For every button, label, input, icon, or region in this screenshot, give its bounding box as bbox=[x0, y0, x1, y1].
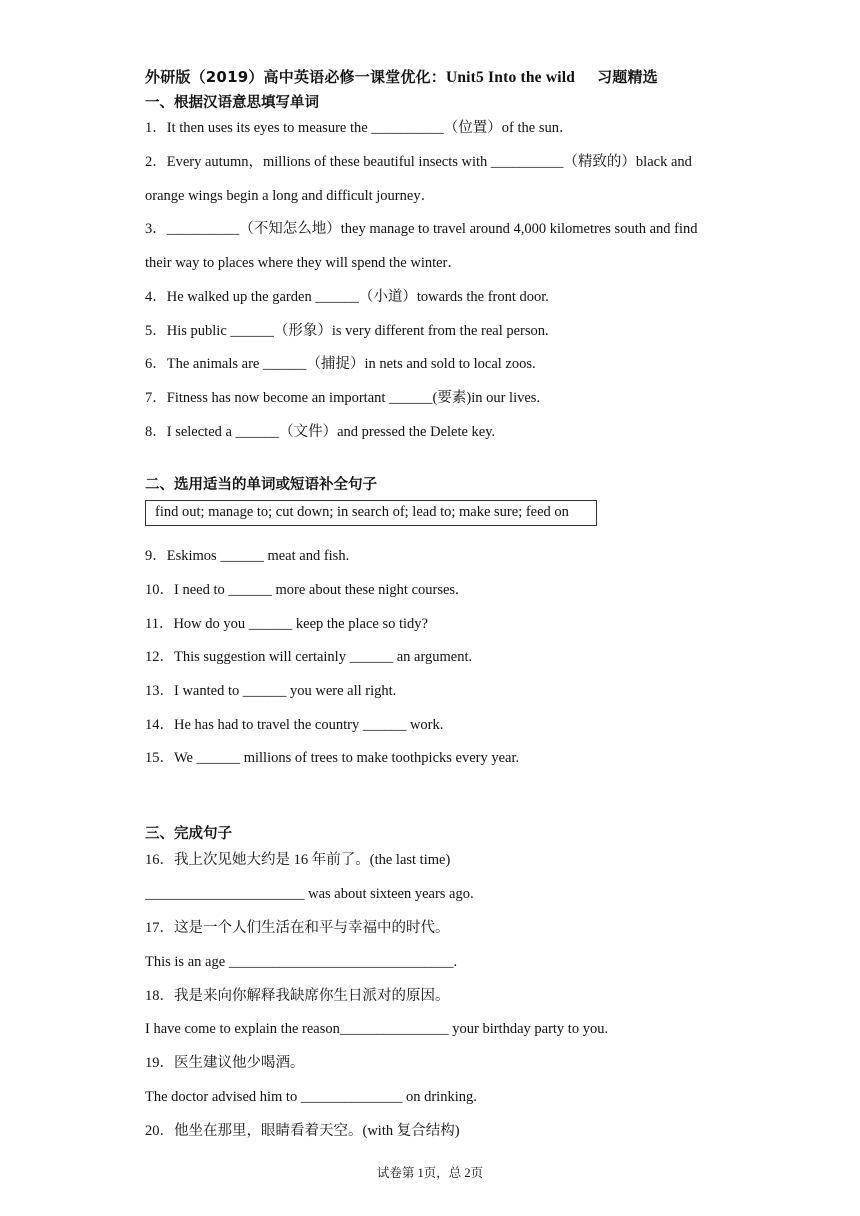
title-prefix: 外研版（2019）高中英语必修一课堂优化： bbox=[145, 68, 446, 86]
question-14: 14．He has had to travel the country ______ work. bbox=[145, 717, 444, 733]
section-three-heading: 三、完成句子 bbox=[145, 826, 232, 842]
question-19: 19．医生建议他少喝酒。 bbox=[145, 1055, 305, 1071]
question-8: 8．I selected a ______（文件）and pressed the Delete key. bbox=[145, 424, 496, 440]
title-unit: Unit5 Into the wild bbox=[445, 69, 576, 86]
question-15: 15．We ______ millions of trees to make toothpicks every year. bbox=[145, 750, 520, 766]
section-one-heading: 一、根据汉语意思填写单词 bbox=[145, 95, 319, 111]
question-10: 10．I need to ______ more about these night courses. bbox=[145, 582, 459, 598]
answer-line-19: The doctor advised him to ______________ on drinking. bbox=[145, 1089, 477, 1105]
question-2: 2．Every autumn，millions of these beautiful insects with __________（精致的）black and bbox=[145, 154, 692, 170]
question-5: 5．His public ______（形象）is very different from the real person. bbox=[145, 323, 549, 339]
question-1: 1．It then uses its eyes to measure the __________（位置）of the sun． bbox=[145, 120, 574, 136]
question-3: 3．__________（不知怎么地）they manage to travel around 4,000 kilometres south and find bbox=[145, 221, 698, 237]
answer-line-17: This is an age _______________________________. bbox=[145, 954, 458, 970]
question-12: 12．This suggestion will certainly ______ an argument. bbox=[145, 649, 473, 665]
section-two-heading: 二、选用适当的单词或短语补全句子 bbox=[145, 477, 377, 493]
question-16: 16．我上次见她大约是 16 年前了。(the last time) bbox=[145, 852, 451, 868]
question-20: 20．他坐在那里，眼睛看着天空。(with 复合结构) bbox=[145, 1123, 460, 1139]
question-13: 13．I wanted to ______ you were all right. bbox=[145, 683, 397, 699]
question-7: 7．Fitness has now become an important ______(要素)in our lives. bbox=[145, 390, 541, 406]
page-footer: 试卷第 1页，总 2页 bbox=[376, 1166, 484, 1180]
page-title bbox=[145, 66, 658, 87]
word-bank-box: find out; manage to; cut down; in search of; lead to; make sure; feed on bbox=[145, 500, 597, 526]
question-18: 18．我是来向你解释我缺席你生日派对的原因。 bbox=[145, 988, 450, 1004]
question-4: 4．He walked up the garden ______（小道）towards the front door. bbox=[145, 289, 549, 305]
answer-line-16: ______________________ was about sixteen years ago. bbox=[145, 886, 474, 902]
title-suffix: 习题精选 bbox=[597, 68, 658, 86]
question-2-cont: orange wings begin a long and difficult journey． bbox=[145, 188, 436, 204]
question-11: 11．How do you ______ keep the place so tidy? bbox=[145, 616, 428, 632]
question-6: 6．The animals are ______（捕捉）in nets and sold to local zoos. bbox=[145, 356, 536, 372]
question-9: 9．Eskimos ______ meat and fish. bbox=[145, 548, 350, 564]
question-17: 17．这是一个人们生活在和平与幸福中的时代。 bbox=[145, 920, 450, 936]
answer-line-18: I have come to explain the reason_______________ your birthday party to you. bbox=[145, 1021, 609, 1037]
question-3-cont: their way to places where they will spend the winter． bbox=[145, 255, 462, 271]
